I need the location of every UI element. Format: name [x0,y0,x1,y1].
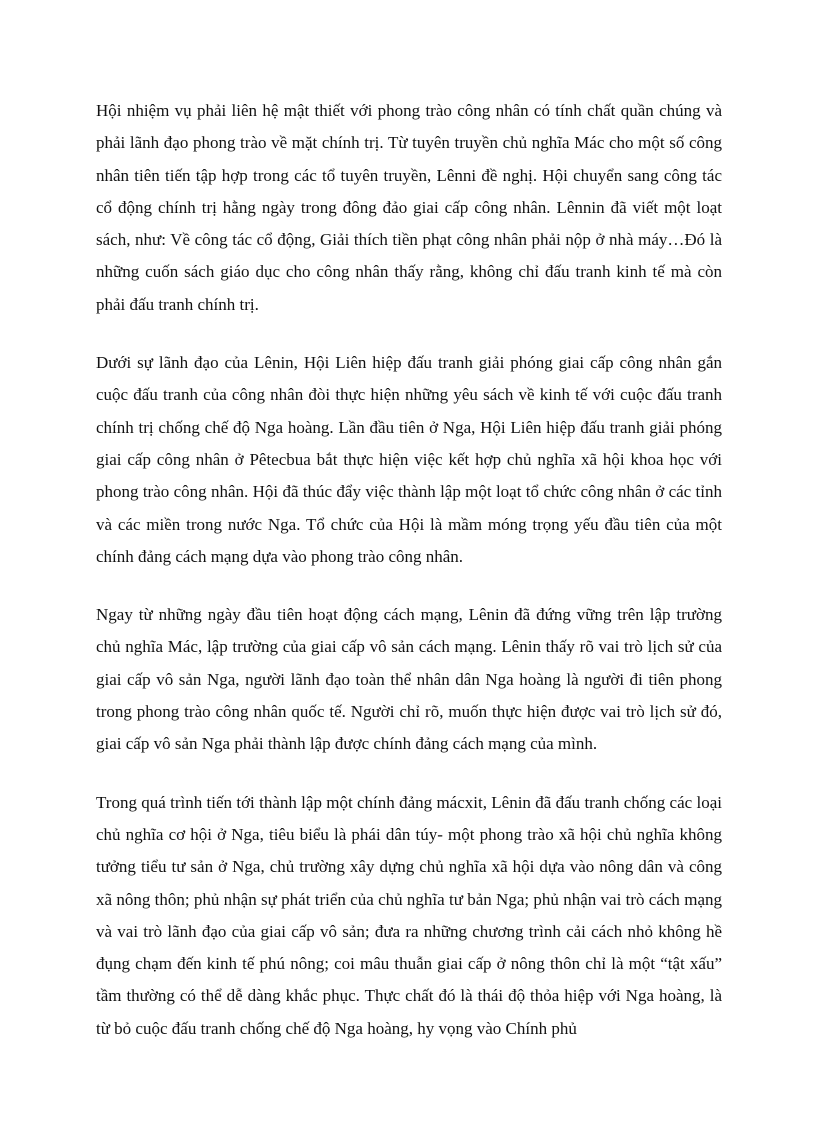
paragraph-4: Trong quá trình tiến tới thành lập một chính đảng mácxit, Lênin đã đấu tranh chống các loại chủ nghĩa cơ hội ở Nga, tiêu biểu là phái dân túy- một phong trào xã hội chủ nghĩa không tưởng tiểu tư sản ở Nga, chủ trường xây dựng chủ nghĩa xã hội dựa vào nông dân và công xã nông thôn; phủ nhận sự phát triển của chủ nghĩa tư bản Nga; phủ nhận vai trò cách mạng và vai trò lãnh đạo của giai cấp vô sản; đưa ra những chương trình cải cách nhỏ không hề đụng chạm đến kinh tế phú nông; coi mâu thuẫn giai cấp ở nông thôn chỉ là một “tật xấu” tầm thường có thể dễ dàng khắc phục. Thực chất đó là thái độ thỏa hiệp với Nga hoàng, là từ bỏ cuộc đấu tranh chống chế độ Nga hoàng, hy vọng vào Chính phủ [96,792,722,1038]
paragraph-1: Hội nhiệm vụ phải liên hệ mật thiết với phong trào công nhân có tính chất quần chúng và phải lãnh đạo phong trào về mặt chính trị. Từ tuyên truyền chủ nghĩa Mác cho một số công nhân tiên tiến tập hợp trong các tổ tuyên truyền, Lênni đề nghị. Hội chuyển sang công tác cổ động chính trị hằng ngày trong đông đảo giai cấp công nhân. Lênnin đã viết một loạt sách, như: Về công tác cổ động, Giải thích tiền phạt công nhân phải nộp ở nhà máy…Đó là những cuốn sách giáo dục cho công nhân thấy rằng, không chỉ đấu tranh kinh tế mà còn phải đấu tranh chính trị. [96,101,722,314]
paragraph-2: Dưới sự lãnh đạo của Lênin, Hội Liên hiệp đấu tranh giải phóng giai cấp công nhân gắn cuộc đấu tranh của công nhân đòi thực hiện những yêu sách về kinh tế với cuộc đấu tranh chính trị chống chế độ Nga hoàng. Lần đầu tiên ở Nga, Hội Liên hiệp đấu tranh giải phóng giai cấp công nhân ở Pêtecbua bắt thực hiện việc kết hợp chủ nghĩa xã hội khoa học với phong trào công nhân. Hội đã thúc đẩy việc thành lập một loạt tổ chức công nhân ở các tỉnh và các miền trong nước Nga. Tổ chức của Hội là mầm móng trọng yếu đầu tiên của một chính đảng cách mạng dựa vào phong trào công nhân. [96,353,722,566]
document-body [96,95,722,1071]
paragraph-3: Ngay từ những ngày đầu tiên hoạt động cách mạng, Lênin đã đứng vững trên lập trường chủ nghĩa Mác, lập trường của giai cấp vô sản cách mạng. Lênin thấy rõ vai trò lịch sử của giai cấp vô sản Nga, người lãnh đạo toàn thể nhân dân Nga hoàng là người đi tiên phong trong phong trào công nhân quốc tế. Người chỉ rõ, muốn thực hiện được vai trò lịch sử đó, giai cấp vô sản Nga phải thành lập được chính đảng cách mạng của mình. [96,605,722,754]
